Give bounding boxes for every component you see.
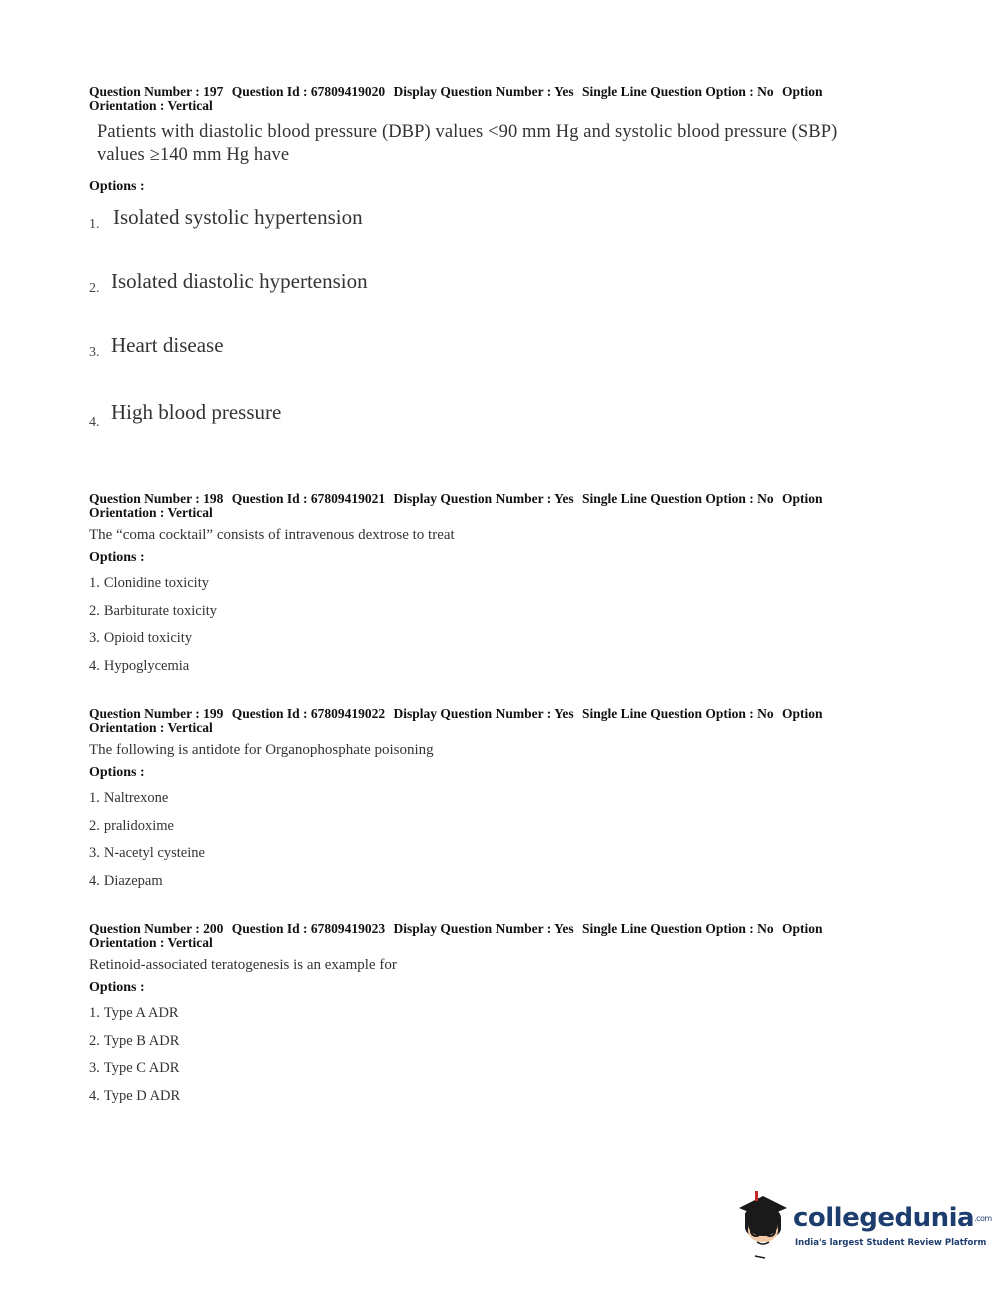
question-stem: Retinoid-associated teratogenesis is an example for: [89, 957, 397, 973]
options-label: Options :: [89, 980, 145, 995]
question-stem: Patients with diastolic blood pressure (DBP) values <90 mm Hg and systolic blood pressure (SBP) values ≥140 mm Hg have: [97, 122, 838, 165]
question-header: Question Number : 199 Question Id : 67809419022 Display Question Number : Yes Single Line Question Option : No Option Orientation : Vertical: [89, 706, 823, 735]
question-header: Question Number : 198 Question Id : 67809419021 Display Question Number : Yes Single Line Question Option : No Option Orientation : Vertical: [89, 491, 823, 520]
question-199: [89, 707, 889, 895]
student-mascot-icon: [735, 1190, 793, 1260]
option-4: 4. Diazepam: [89, 872, 163, 889]
option-1: 1. Clonidine toxicity: [89, 575, 209, 591]
option-4: 4. Hypoglycemia: [89, 657, 190, 674]
question-197: Question Number : 197 Question Id : 67809419020 Display Question Number : Yes Single Line Question Option : No Option Orientation : Vertical Patients with diastolic blood pressure (DBP) values <90 mm Hg and systolic blood pressure (SBP) values ≥140 mm Hg have Options : 1. Isolated systolic hypertension 2. Isolated diastolic hypertension 3. Heart disease 4. High blood pressure: [89, 85, 889, 465]
question-header: Question Number : 200 Question Id : 67809419023 Display Question Number : Yes Single Line Question Option : No Option Orientation : Vertical: [89, 921, 823, 950]
options-list: [89, 570, 889, 680]
options-label: Options :: [89, 765, 145, 780]
options-list: [89, 1000, 889, 1110]
option-1: 1. Naltrexone: [89, 790, 169, 806]
question-198: [89, 492, 889, 680]
option-3: 3. N-acetyl cysteine: [89, 845, 205, 861]
question-stem: The following is antidote for Organophosphate poisoning: [89, 742, 434, 758]
option-3: 3. Type C ADR: [89, 1060, 180, 1076]
options-label: Options :: [89, 179, 145, 194]
brand-name: collegedunia.com: [793, 1203, 992, 1233]
brand-tagline: India's largest Student Review Platform: [795, 1238, 987, 1248]
question-stem: The “coma cocktail” consists of intravenous dextrose to treat: [89, 527, 455, 543]
option-3: 3. Opioid toxicity: [89, 630, 193, 646]
options-label: Options :: [89, 550, 145, 565]
option-2: 2. Barbiturate toxicity: [89, 602, 218, 619]
option-1: 1. Type A ADR: [89, 1005, 179, 1021]
question-header: Question Number : 197 Question Id : 67809419020 Display Question Number : Yes Single Line Question Option : No Option Orientation : Vertical: [89, 84, 823, 113]
option-2: 2. pralidoxime: [89, 817, 174, 834]
options-list: [89, 785, 889, 895]
option-2: 2. Type B ADR: [89, 1032, 180, 1049]
option-4: 4. Type D ADR: [89, 1087, 181, 1104]
collegedunia-logo[interactable]: [735, 1190, 992, 1260]
question-200: [89, 922, 889, 1110]
